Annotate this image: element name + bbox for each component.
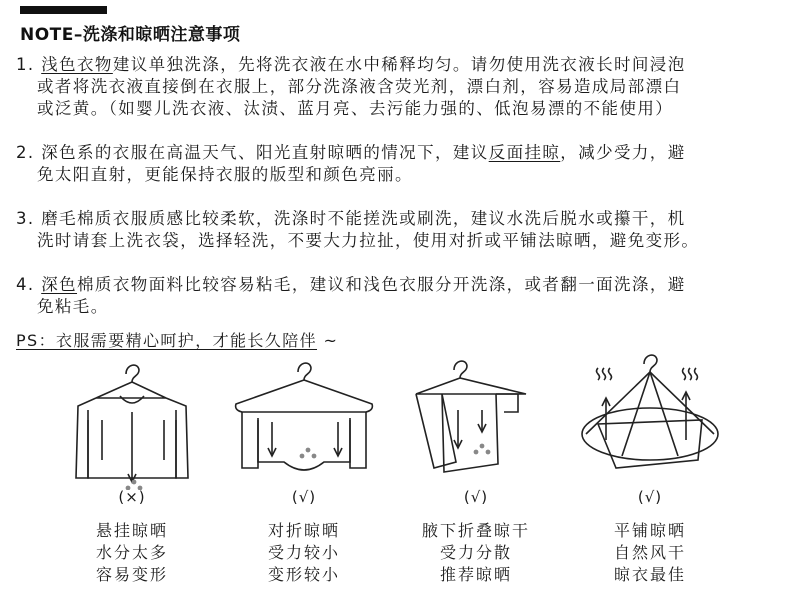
mark-hanging: (×) (118, 488, 146, 506)
caption-line: 受力分散 (439, 543, 512, 562)
caption-line: 腋下折叠晾干 (421, 521, 530, 540)
title-accent-bar (20, 6, 107, 14)
caption-line: 对折晾晒 (267, 521, 340, 540)
notes-list (16, 54, 786, 340)
caption-folded (214, 520, 394, 586)
note-item (16, 142, 786, 186)
note-line (16, 76, 786, 98)
note-emphasis: 浅色衣物 (41, 55, 113, 74)
note-line (16, 296, 786, 318)
note-text: 棉质衣物面料比较容易粘毛，建议和浅色衣服分开洗涤，或者翻一面洗涤，避 (77, 275, 686, 294)
caption-line: 自然风干 (613, 543, 686, 562)
caption-line: 悬挂晾晒 (95, 521, 168, 540)
note-text: 2. 深色系的衣服在高温天气、阳光直射晾晒的情况下，建议 (16, 143, 489, 162)
caption-line: 平铺晾晒 (613, 521, 686, 540)
note-text: 建议单独洗涤，先将洗衣液在水中稀释均匀。请勿使用洗衣液长时间浸泡 (112, 55, 686, 74)
note-line (16, 98, 786, 120)
note-text: 免粘毛。 (37, 297, 109, 316)
drying-methods (0, 350, 790, 594)
note-item (16, 274, 786, 318)
caption-underarm (386, 520, 566, 586)
note-text: 1. (16, 55, 42, 74)
note-text: ，减少受力，避 (560, 143, 686, 162)
caption-line: 受力较小 (267, 543, 340, 562)
note-line (16, 208, 786, 230)
underarm-fold-icon (386, 350, 566, 490)
note-text: 或泛黄。（如婴儿洗衣液、汰渍、蓝月亮、去污能力强的、低泡易漂的不能使用） (37, 99, 674, 118)
caption-line: 变形较小 (267, 565, 340, 584)
note-item (16, 208, 786, 252)
note-line (16, 230, 786, 252)
caption-hanging (42, 520, 222, 586)
caption-flat (560, 520, 740, 586)
folded-hanger-icon (214, 350, 394, 490)
mark-folded: (√) (291, 488, 317, 506)
note-line (16, 54, 786, 76)
note-line (16, 274, 786, 296)
note-emphasis: 深色 (41, 275, 78, 294)
mark-flat: (√) (637, 488, 663, 506)
note-emphasis: 反面挂晾 (488, 143, 561, 162)
caption-line: 水分太多 (95, 543, 168, 562)
page-title: NOTE–洗涤和晾晒注意事项 (20, 25, 241, 45)
mark-underarm: (√) (463, 488, 489, 506)
ps-tail: ~ (317, 331, 339, 350)
ps-text: PS：衣服需要精心呵护，才能长久陪伴 (16, 331, 318, 350)
note-text: 4. (16, 275, 42, 294)
note-line (16, 142, 786, 164)
caption-line: 容易变形 (95, 565, 168, 584)
note-text: 或者将洗衣液直接倒在衣服上，部分洗涤液含荧光剂，漂白剂，容易造成局部漂白 (37, 77, 682, 96)
note-line (16, 164, 786, 186)
caption-line: 晾衣最佳 (613, 565, 686, 584)
note-text: 免太阳直射，更能保持衣服的版型和颜色亮丽。 (37, 165, 413, 184)
note-text: 洗时请套上洗衣袋，选择轻洗，不要大力拉扯，使用对折或平铺法晾晒，避免变形。 (37, 231, 700, 250)
ps-line (16, 328, 338, 351)
hanging-shirt-icon (42, 350, 222, 490)
note-text: 3. 磨毛棉质衣服质感比较柔软，洗涤时不能搓洗或刷洗，建议水洗后脱水或攥干，机 (16, 209, 686, 228)
flat-rack-icon (560, 350, 740, 490)
note-item (16, 54, 786, 120)
caption-line: 推荐晾晒 (439, 565, 512, 584)
